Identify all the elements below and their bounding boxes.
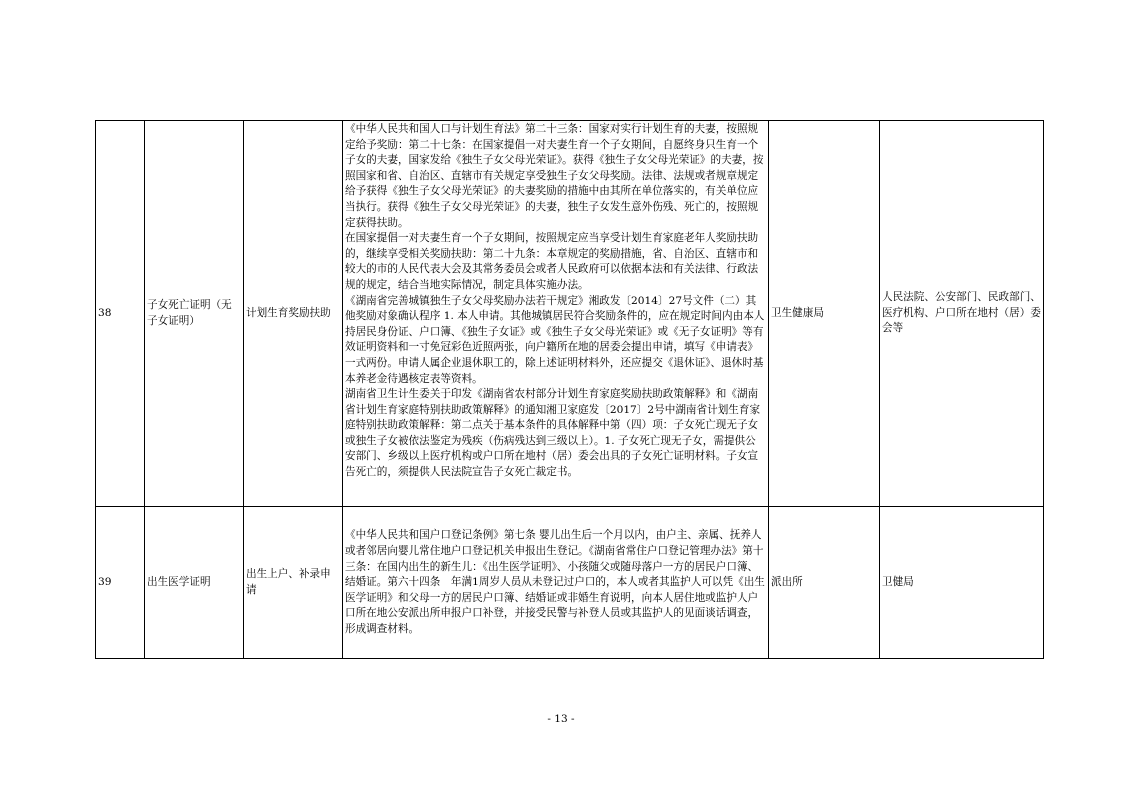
- table-row: [96, 507, 1044, 659]
- issuing-department: 派出所: [769, 507, 880, 659]
- legal-basis: [343, 507, 769, 659]
- row-number: 39: [96, 507, 145, 659]
- row-number: 38: [96, 121, 145, 507]
- legal-basis: [343, 121, 769, 507]
- basis-paragraph: 《中华人民共和国户口登记条例》第七条 婴儿出生后一个月以内，由户主、亲属、抚养人或者邻居向婴儿常住地户口登记机关申报出生登记。《湖南省常住户口登记管理办法》第十三条：在国内出生的新生儿：《出生医学证明》、小孩随父或随母落户一方的居民户口簿、结婚证。第六十四条 年满1周岁人员从未登记过户口的，本人或者其监护人可以凭《出生医学证明》和父母一方的居民户口簿、结婚证或非婚生育说明，向本人居住地或监护人户口所在地公安派出所申报户口补登，并接受民警与补登人员或其监护人的见面谈话调查，形成调查材料。: [345, 529, 765, 635]
- replacement-method: 卫健局: [880, 507, 1044, 659]
- basis-paragraph: 《湖南省完善城镇独生子女父母奖励办法若干规定》湘政发〔2014〕27号文件（二）其他奖励对象确认程序 1. 本人申请。其他城镇居民符合奖励条件的，应在规定时间内由本人持居民身份证、户口簿、《独生子女证》或《独生子女父母光荣证》或《无子女证明》等有效证明资料和一寸免冠彩色近照两张，向户籍所在地的居委会提出申请，填写《申请表》一式两份。申请人属企业退休职工的，除上述证明材料外，还应提交《退休证》、退休时基本养老金待遇核定表等资料。: [345, 294, 765, 385]
- replacement-method: 人民法院、公安部门、民政部门、医疗机构、户口所在地村（居）委会等: [880, 121, 1044, 507]
- basis-paragraph: 《中华人民共和国人口与计划生育法》第二十三条：国家对实行计划生育的夫妻，按照规定给予奖励：第二十七条：在国家提倡一对夫妻生育一个子女期间，自愿终身只生育一个子女的夫妻，国家发给《独生子女父母光荣证》。获得《独生子女父母光荣证》的夫妻，按照国家和省、自治区、直辖市有关规定享受独生子女父母奖励。法律、法规或者规章规定给予获得《独生子女父母光荣证》的夫妻奖励的措施中由其所在单位落实的，有关单位应当执行。获得《独生子女父母光荣证》的夫妻，独生子女发生意外伤残、死亡的，按照规定获得扶助。: [345, 123, 764, 229]
- basis-paragraph: 湖南省卫生计生委关于印发《湖南省农村部分计划生育家庭奖励扶助政策解释》和《湖南省计划生育家庭特别扶助政策解释》的通知湘卫家庭发〔2017〕2号中湖南省计划生育家庭特别扶助政策解释：第二点关于基本条件的具体解释中第（四）项：子女死亡现无子女或独生子女被依法鉴定为残疾（伤病残达到三级以上）。1. 子女死亡现无子女，需提供公安部门、乡级以上医疗机构或户口所在地村（居）委会出具的子女死亡证明材料。子女宣告死亡的，须提供人民法院宣告子女死亡裁定书。: [345, 388, 761, 479]
- certificate-item: 出生医学证明: [145, 507, 244, 659]
- certificate-item: 子女死亡证明（无子女证明）: [145, 121, 244, 507]
- table-row: [96, 121, 1044, 507]
- usage-scenario: 出生上户、补录申请: [244, 507, 343, 659]
- basis-paragraph: 在国家提倡一对夫妻生育一个子女期间，按照规定应当享受计划生育家庭老年人奖励扶助的，继续享受相关奖励扶助：第二十九条：本章规定的奖励措施，省、自治区、直辖市和较大的市的人民代表大会及其常务委员会或者人民政府可以依据本法和有关法律、行政法规的规定，结合当地实际情况，制定具体实施办法。: [345, 232, 759, 291]
- certificate-table: [95, 120, 1044, 659]
- issuing-department: 卫生健康局: [769, 121, 880, 507]
- usage-scenario: 计划生育奖励扶助: [244, 121, 343, 507]
- page-number: - 13 -: [547, 713, 575, 725]
